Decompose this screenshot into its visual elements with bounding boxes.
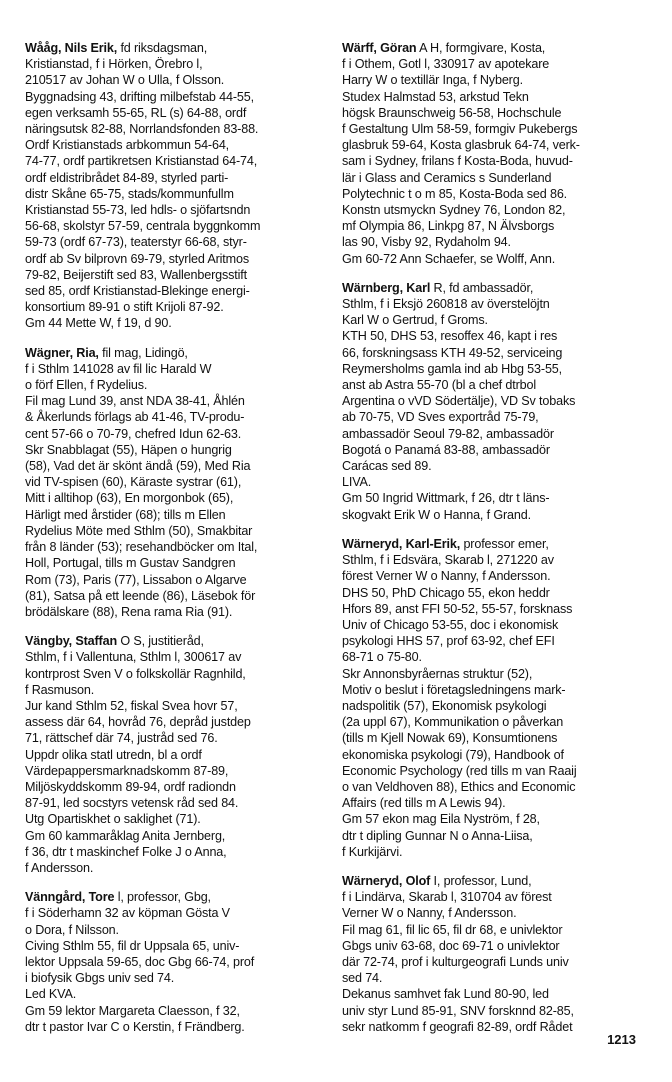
- left-column: [25, 40, 325, 1048]
- entry-warneryd-karl-erik: [342, 536, 642, 860]
- entry-name: Wååg, Nils Erik,: [25, 41, 118, 55]
- entry-name: Wärnberg, Karl: [342, 280, 431, 295]
- entry-text: professor emer, Sthlm, f i Edsvära, Skarab l, 271220 av förest Verner W o Nanny, f Andersson. DHS 50, PhD Chicago 55, ekon heddr Hfors 89, anst FFI 50-52, 55-57, forsknass Univ of Chicago 53-55, doc i ekonomisk psykologi HHS 57, prof 63-92, chef EFI 68-71 o 75-80. Skr Annonsbyråernas struktur (52), Motiv o beslut i företagsledningens mark- nadspolitik (57), Ekonomisk psykologi (2a uppl 67), Kommunikation o påverkan (tills m Kjell Nowak 69), Konsumtionens ekonomiska psykologi (79), Handbook of Economic Psychology (red tills m van Raaij o van Veldhoven 88), Ethics and Economic Affairs (red tills m A Lewis 94). Gm 57 ekon mag Eila Nyström, f 28, dtr t dipling Gunnar N o Anna-Liisa, f Kurkijärvi.: [342, 536, 577, 859]
- entry-text: l, professor, Gbg, f i Söderhamn 32 av köpman Gösta V o Dora, f Nilsson. Civing Sthlm 55, fil dr Uppsala 65, univ- lektor Uppsala 59-65, doc Gbg 66-74, prof i biofysik Gbgs univ sed 74. Led KVA. Gm 59 lektor Margareta Claesson, f 32, dtr t pastor Ivar C o Kerstin, f Frändberg.: [25, 890, 255, 1034]
- entry-warnberg-karl: [342, 280, 642, 523]
- entry-vanngard-tore: [25, 889, 325, 1035]
- entry-name: Wärff, Göran: [342, 41, 417, 55]
- page-number: 1213: [607, 1032, 636, 1047]
- entry-text: A H, formgivare, Kosta, f i Othem, Gotl l, 330917 av apotekare Harry W o textillär Inga, f Nyberg. Studex Halmstad 53, arkstud Tekn högsk Braunschweig 56-58, Hochschule f Gestaltung Ulm 58-59, formgiv Pukebergs glasbruk 59-64, Kosta glasbruk 64-74, verk- sam i Sydney, frilans f Kosta-Boda, huvud- lär i Glass and Ceramics s Sunderland Polytechnic t o m 85, Kosta-Boda sed 86. Konstn utsmyckn Sydney 76, London 82, mf Olympia 86, Linkpg 87, N Älvsborgs las 90, Visby 92, Rydaholm 94. Gm 60-72 Ann Schaefer, se Wolff, Ann.: [342, 41, 580, 266]
- entry-name: Vänngård, Tore: [25, 890, 115, 905]
- entry-text: I, professor, Lund, f i Lindärva, Skarab l, 310704 av förest Verner W o Nanny, f Andersson. Fil mag 61, fil lic 65, fil dr 68, e univlektor Gbgs univ 63-68, doc 69-71 o univlektor där 72-74, prof i kulturgeografi Lunds univ sed 74. Dekanus samhvet fak Lund 80-90, led univ styr Lund 85-91, SNV forsknnd 82-85, sekr natkomm f geografi 82-89, ordf Rådet: [342, 873, 574, 1034]
- entry-wagner-ria: [25, 345, 325, 620]
- right-column: [342, 40, 642, 1048]
- entry-text: O S, justitieråd, Sthlm, f i Vallentuna, Sthlm l, 300617 av kontrprost Sven V o folkskollär Ragnhild, f Rasmuson. Jur kand Sthlm 52, fiskal Svea hovr 57, assess där 64, hovråd 76, depråd justdep 71, rättschef där 74, justråd sed 76. Uppdr olika statl utredn, bl a ordf Värdepappersmarknadskomm 87-89, Miljöskyddskomm 89-94, ordf radiondn 87-91, led socstyrs vetensk råd sed 84. Utg Opartiskhet o saklighet (71). Gm 60 kammaråklag Anita Jernberg, f 36, dtr t maskinchef Folke J o Anna, f Andersson.: [25, 634, 251, 875]
- entry-text: fd riksdagsman, Kristianstad, f i Hörken, Örebro l, 210517 av Johan W o Ulla, f Olsson. Byggnadsing 43, drifting milbefstab 44-55, egen verksamh 55-65, RL (s) 64-88, ordf näringsutsk 82-88, Norrlandsfonden 83-88. Ordf Kristianstads arbkommun 54-64, 74-77, ordf partikretsen Kristianstad 64-74, ordf eldistribrådet 84-89, styrled parti- distr Skåne 65-75, stads/kommunfullm Kristianstad 55-73, led hdls- o sjöfartsndn 56-68, skolstyr 57-59, centrala byggnkomm 59-73 (ordf 67-73), teaterstyr 66-68, styr- ordf ab Sv bilprovn 69-79, styrled Aritmos 79-82, Beijerstift sed 83, Wallenbergsstift sed 85, ordf Kristianstad-Blekinge energi- konsortium 89-91 o stift Krijoli 87-92. Gm 44 Mette W, f 19, d 90.: [25, 41, 261, 331]
- entry-name: Wärneryd, Karl-Erik,: [342, 536, 461, 551]
- entry-waag-nils-erik: [25, 40, 325, 332]
- entry-warff-goran: [342, 40, 642, 267]
- entry-warneryd-olof: [342, 873, 642, 1035]
- entry-vangby-staffan: [25, 633, 325, 876]
- entry-name: Wägner, Ria,: [25, 345, 99, 360]
- entry-text: fil mag, Lidingö, f i Sthlm 141028 av fil lic Harald W o förf Ellen, f Rydelius. Fil mag Lund 39, anst NDA 38-41, Åhlén & Åkerlunds förlags ab 41-46, TV-produ- cent 57-66 o 70-79, chefred Idun 62-63. Skr Snabblagat (55), Häpen o hungrig (58), Vad det är skönt ändå (59), Med Ria vid TV-spisen (60), Käraste systrar (61), Mitt i alltihop (63), En morgonbok (65), Härligt med årstider (68); tills m Ellen Rydelius Möte med Sthlm (50), Smakbitar från 8 länder (53); resehandböcker om Ital, Holl, Portugal, tills m Gustav Sandgren Rom (73), Paris (77), Lissabon o Algarve (81), Satsa på ett leende (86), Läsebok för brödälskare (88), Rena rama Ria (91).: [25, 345, 258, 619]
- entry-text: R, fd ambassadör, Sthlm, f i Eksjö 260818 av överstelöjtn Karl W o Gertrud, f Groms. KTH 50, DHS 53, resoffex 46, kapt i res 66, forskningsass KTH 49-52, serviceing Reymersholms gamla ind ab Hbg 53-55, anst ab Astra 55-70 (bl a chef dtrbol Argentina o vVD Södertälje), VD Sv tobaks ab 70-75, VD Sves exportråd 75-79, ambassadör Seoul 79-82, ambassadör Bogotá o Panamá 83-88, ambassadör Carácas sed 89. LIVA. Gm 50 Ingrid Wittmark, f 26, dtr t läns- skogvakt Erik W o Hanna, f Grand.: [342, 280, 576, 522]
- entry-name: Vängby, Staffan: [25, 634, 117, 649]
- entry-name: Wärneryd, Olof: [342, 873, 431, 888]
